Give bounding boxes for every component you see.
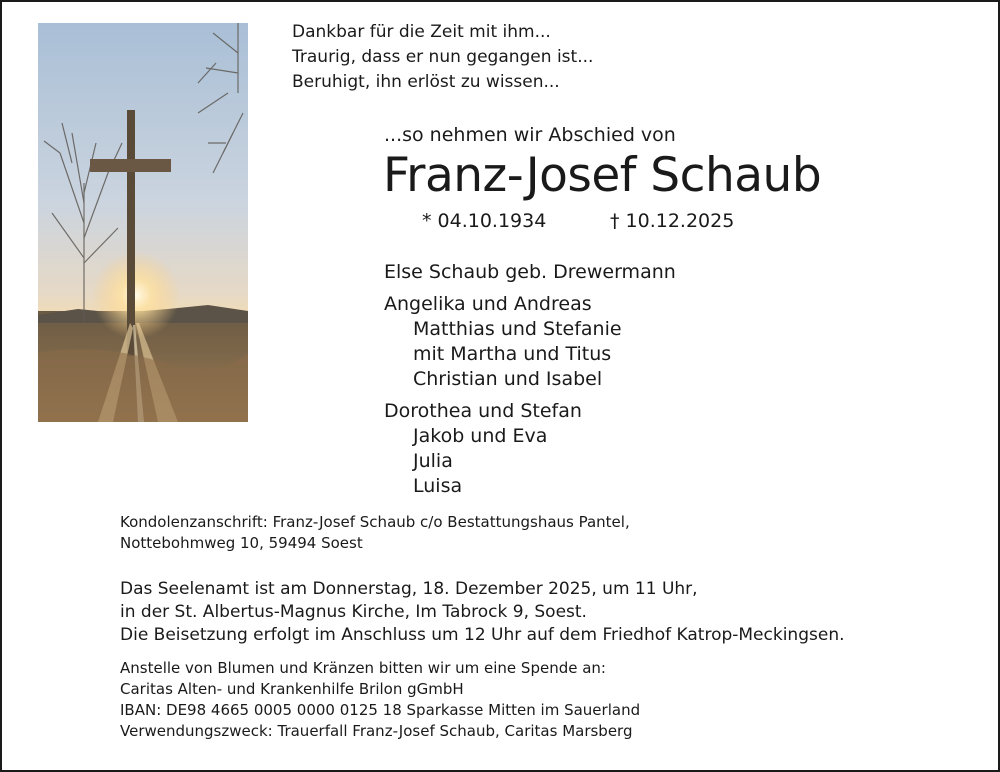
- donation-info: [120, 658, 640, 742]
- family-head: Angelika und Andreas: [384, 293, 592, 315]
- intro-verse: [292, 20, 593, 95]
- family-member: Matthias und Stefanie: [413, 318, 622, 340]
- donation-line: Verwendungszweck: Trauerfall Franz-Josef Schaub, Caritas Marsberg: [120, 722, 633, 740]
- farewell-lead: ...so nehmen wir Abschied von: [384, 124, 676, 146]
- intro-line: Beruhigt, ihn erlöst zu wissen...: [292, 72, 560, 92]
- condolence-line: Nottebohmweg 10, 59494 Soest: [120, 534, 363, 552]
- service-info: [120, 578, 845, 647]
- family-member: Julia: [413, 450, 453, 472]
- intro-line: Dankbar für die Zeit mit ihm...: [292, 22, 551, 42]
- spouse-name: Else Schaub geb. Drewermann: [384, 261, 676, 283]
- donation-line: IBAN: DE98 4665 0005 0000 0125 18 Sparkasse Mitten im Sauerland: [120, 701, 641, 719]
- condolence-line: Kondolenzanschrift: Franz-Josef Schaub c/o Bestattungshaus Pantel,: [120, 513, 630, 531]
- cross-at-sunset-photo: [38, 23, 248, 422]
- death-date: † 10.12.2025: [610, 210, 735, 232]
- family-group-2: [384, 399, 582, 499]
- family-member: Jakob und Eva: [413, 425, 548, 447]
- service-line: Die Beisetzung erfolgt im Anschluss um 12 Uhr auf dem Friedhof Katrop-Meckingsen.: [120, 625, 845, 645]
- intro-line: Traurig, dass er nun gegangen ist...: [292, 47, 594, 67]
- service-line: Das Seelenamt ist am Donnerstag, 18. Dezember 2025, um 11 Uhr,: [120, 579, 698, 599]
- donation-line: Anstelle von Blumen und Kränzen bitten wir um eine Spende an:: [120, 659, 606, 677]
- family-group-1: [384, 292, 622, 392]
- service-line: in der St. Albertus-Magnus Kirche, Im Tabrock 9, Soest.: [120, 602, 587, 622]
- condolence-address: [120, 512, 630, 554]
- family-spouse: [384, 260, 676, 285]
- family-member: Luisa: [413, 475, 463, 497]
- family-member: Christian und Isabel: [413, 368, 603, 390]
- donation-line: Caritas Alten- und Krankenhilfe Brilon gGmbH: [120, 680, 464, 698]
- family-head: Dorothea und Stefan: [384, 400, 582, 422]
- family-member: mit Martha und Titus: [413, 343, 612, 365]
- birth-date: * 04.10.1934: [422, 210, 547, 232]
- deceased-name: Franz-Josef Schaub: [383, 148, 822, 203]
